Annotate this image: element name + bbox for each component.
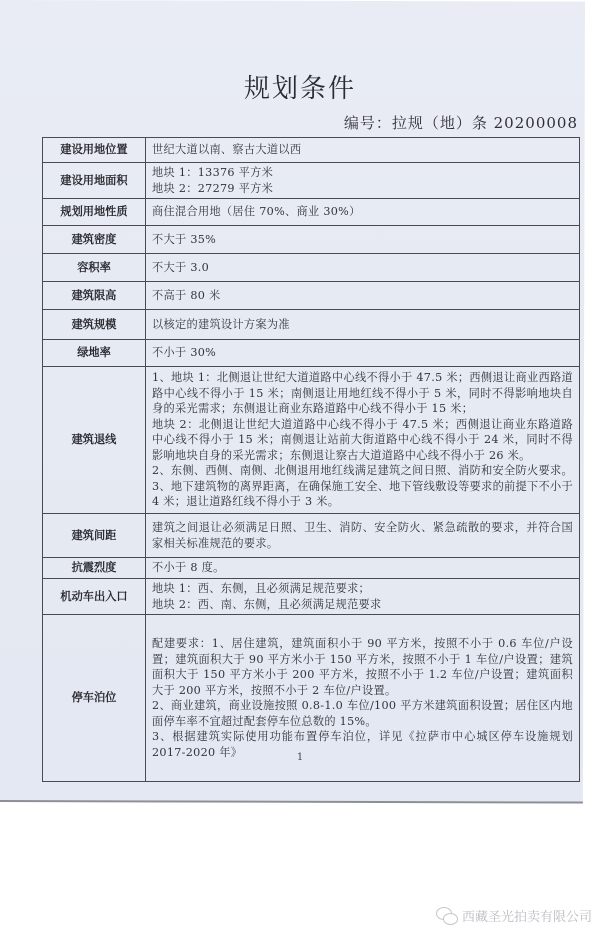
row-label: 建筑退线 xyxy=(43,367,146,514)
table-row xyxy=(43,226,580,254)
table-row xyxy=(43,254,580,282)
row-label: 机动车出入口 xyxy=(43,579,146,615)
value-line: 商住混合用地（居住 70%、商业 30%） xyxy=(152,205,361,219)
table-row xyxy=(43,163,580,199)
table-row xyxy=(43,199,580,226)
value-line: 不小于 8 度。 xyxy=(152,561,225,575)
row-value xyxy=(146,199,580,226)
value-line: 配建要求：1、居住建筑，建筑面积小于 90 平方米，按照不小于 0.6 车位/户设置；建筑面积大于 90 平方米小于 150 平方米，按照不小于 1 车位/户设置；建筑面积大于 150 平方米小于 200 平方米，按照不小于 1.2 车位/户设置；建筑面积大于 200 平方米，按照不小于 2 车位/户设置。 xyxy=(152,637,573,697)
row-label: 建筑密度 xyxy=(43,226,146,254)
row-label: 建设用地位置 xyxy=(43,138,146,163)
value-line: 地块 1：13376 平方米 xyxy=(152,166,274,179)
value-line: 2、东侧、西侧、南侧、北侧退用地红线满足建筑之间日照、消防和安全防火要求。 xyxy=(152,464,573,478)
row-value xyxy=(146,310,580,340)
wechat-icon xyxy=(436,907,458,925)
row-value xyxy=(146,226,580,254)
row-label: 建筑间距 xyxy=(43,514,146,558)
value-line: 地块 2：27279 平方米 xyxy=(152,181,274,195)
planning-conditions-table xyxy=(42,137,580,782)
row-label: 停车泊位 xyxy=(43,615,146,782)
table-row xyxy=(43,340,580,367)
value-line: 不大于 3.0 xyxy=(152,260,210,274)
table-row xyxy=(43,367,580,514)
value-line: 地块 2：西、南、东侧，且必须满足规范要求 xyxy=(152,597,382,611)
row-label: 绿地率 xyxy=(43,340,146,367)
value-line: 世纪大道以南、察古大道以西 xyxy=(152,143,302,157)
value-line: 地块 2：北侧退让世纪大道道路中心线不得小于 47.5 米；西侧退让商业东路道路中心线不得小于 15 米；南侧退让站前大街道路中心线不得小于 24 米，同时不得影响地块自身的采光需求；东侧退让察古大道道路中心线不得小于 26 米。 xyxy=(152,417,573,462)
row-label: 规划用地性质 xyxy=(43,199,146,226)
value-line: 建筑之间退让必须满足日照、卫生、消防、安全防火、紧急疏散的要求，并符合国家相关标准规范的要求。 xyxy=(152,521,573,550)
row-label: 建设用地面积 xyxy=(43,163,146,199)
watermark xyxy=(436,906,592,925)
row-value xyxy=(146,558,580,579)
document-number: 编号：拉规（地）条 20200008 xyxy=(343,114,578,132)
table-row xyxy=(43,310,580,340)
table-row xyxy=(43,558,580,579)
page-number: 1 xyxy=(296,752,304,763)
row-value xyxy=(146,367,580,514)
table-row xyxy=(43,514,580,558)
value-line: 以核定的建筑设计方案为准 xyxy=(152,317,290,331)
value-line: 不高于 80 米 xyxy=(152,288,221,302)
table-row xyxy=(43,138,580,163)
row-label: 建筑限高 xyxy=(43,282,146,310)
value-line: 1、地块 1：北侧退让世纪大道道路中心线不得小于 47.5 米；西侧退让商业西路道路中心线不得小于 15 米；南侧退让用地红线不得小于 5 米，同时不得影响地块自身的采光需求；东侧退让商业东路道路中心线不得小于 15 米； xyxy=(152,371,573,416)
value-line: 3、根据建筑实际使用功能布置停车泊位，详见《拉萨市中心城区停车设施规划 2017-2020 年》 xyxy=(152,730,573,759)
row-label: 建筑规模 xyxy=(43,310,146,340)
watermark-text: 西藏圣光拍卖有限公司 xyxy=(461,910,592,925)
value-line: 不小于 30% xyxy=(152,346,217,360)
row-value xyxy=(146,138,580,163)
table-row xyxy=(43,579,580,615)
value-line: 地块 1：西、东侧，且必须满足规范要求； xyxy=(152,582,371,595)
row-value xyxy=(146,254,580,282)
row-value xyxy=(146,340,580,367)
value-line: 3、地下建筑物的离界距离，在确保施工安全、地下管线敷设等要求的前提下不小于 4 米；退让道路红线不得小于 3 米。 xyxy=(152,479,573,509)
row-value xyxy=(146,514,580,558)
row-value xyxy=(146,163,580,199)
row-value xyxy=(146,282,580,310)
row-label: 容积率 xyxy=(43,254,146,282)
value-line: 2、商业建筑，商业设施按照 0.8-1.0 车位/100 平方米建筑面积设置；居住区内地面停车率不宜超过配套停车位总数的 15%。 xyxy=(152,699,573,728)
row-label: 抗震烈度 xyxy=(43,558,146,579)
table-row xyxy=(43,282,580,310)
document-title: 规划条件 xyxy=(243,74,356,104)
row-value xyxy=(146,579,580,615)
value-line: 不大于 35% xyxy=(152,232,217,246)
